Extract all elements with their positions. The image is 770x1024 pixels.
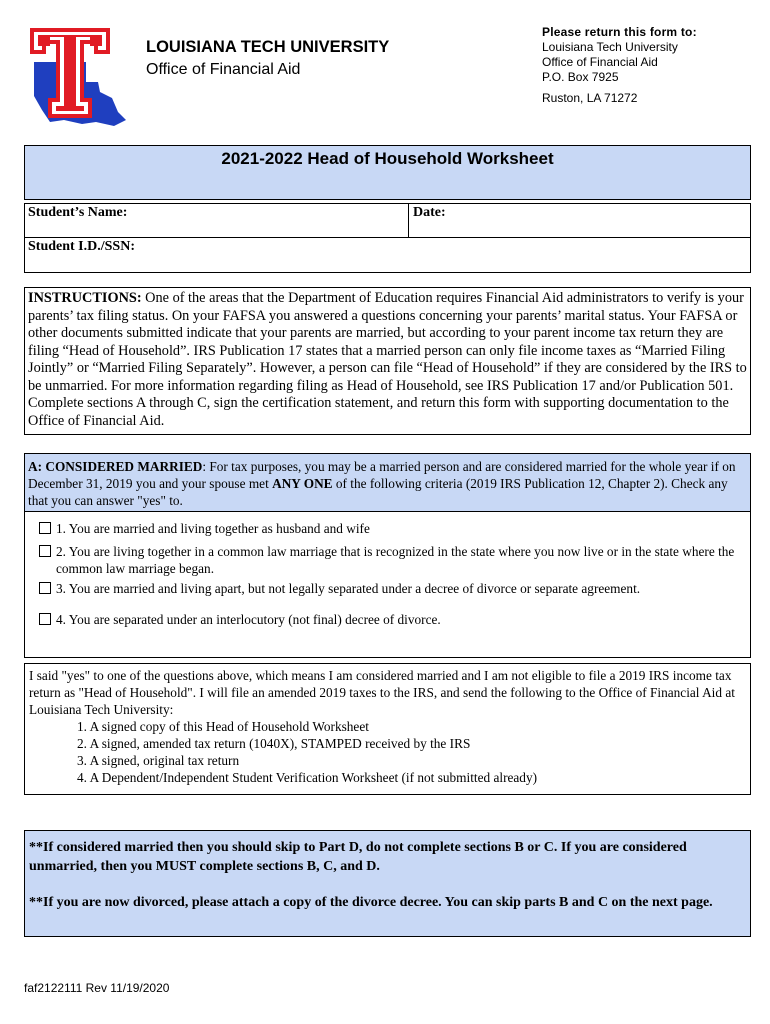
checkbox-criterion-2[interactable] <box>39 545 51 557</box>
address-line: Office of Financial Aid <box>542 55 658 69</box>
section-a-text: : For tax purposes, you may be a married person and are considered married for the whole year if on December 31, 2019 you and your spouse met <box>28 459 736 491</box>
student-info-table <box>24 203 751 273</box>
checkbox-criterion-3[interactable] <box>39 582 51 594</box>
list-item: 4. A Dependent/Independent Student Verification Worksheet (if not submitted already) <box>77 770 538 785</box>
title-banner <box>24 145 751 200</box>
criterion-4 <box>39 611 746 628</box>
date-field[interactable] <box>457 205 745 233</box>
section-a-title: A: CONSIDERED MARRIED <box>28 459 203 474</box>
criterion-text: 4. You are separated under an interlocutory (not final) decree of divorce. <box>56 612 441 627</box>
student-id-field[interactable] <box>161 240 741 270</box>
return-address <box>542 25 697 106</box>
page-title: 2021-2022 Head of Household Worksheet <box>221 149 554 168</box>
list-item: 1. A signed copy of this Head of Household Worksheet <box>77 719 369 734</box>
address-line: Ruston, LA 71272 <box>542 91 638 105</box>
section-a-text: of the following criteria (2019 IRS Publication 12, Chapter 2). Check any that you can answer "yes" to. <box>28 476 728 508</box>
note-divorced: **If you are now divorced, please attach a copy of the divorce decree. You can skip parts B and C on the next page. <box>29 895 713 910</box>
statement-text: I said "yes" to one of the questions above, which means I am considered married and I am not eligible to file a 2019 IRS income tax return as "Head of Household". I will file an amended 2019 taxes to the IRS, and send the following to the Office of Financial Aid at Louisiana Tech University: <box>29 668 735 717</box>
address-line: Louisiana Tech University <box>542 40 678 54</box>
form-revision: faf2122111 Rev 11/19/2020 <box>24 981 170 995</box>
note-married: **If considered married then you should skip to Part D, do not complete sections B or C. If you are considered unmarried, then you MUST complete sections B, C, and D. <box>29 840 687 874</box>
instructions-lead: INSTRUCTIONS: <box>28 290 142 306</box>
criterion-text: 1. You are married and living together as husband and wife <box>56 521 370 536</box>
student-id-label: Student I.D./SSN: <box>28 239 135 254</box>
criterion-2 <box>39 543 746 577</box>
list-item: 3. A signed, original tax return <box>77 753 240 768</box>
section-a <box>24 453 751 658</box>
instructions-box <box>24 287 751 435</box>
date-label: Date: <box>413 205 446 220</box>
student-name-label: Student’s Name: <box>28 205 128 220</box>
section-a-emphasis: ANY ONE <box>272 476 333 491</box>
criterion-text: 3. You are married and living apart, but not legally separated under a decree of divorce or separate agreement. <box>56 581 641 596</box>
criterion-3 <box>39 580 746 597</box>
louisiana-tech-logo-icon <box>24 26 130 128</box>
checkbox-criterion-1[interactable] <box>39 522 51 534</box>
notes-box <box>24 830 751 937</box>
list-item: 2. A signed, amended tax return (1040X), STAMPED received by the IRS <box>77 736 471 751</box>
criterion-1 <box>39 520 746 537</box>
address-line: P.O. Box 7925 <box>542 70 619 84</box>
divider <box>25 237 750 238</box>
required-documents-list <box>29 718 746 786</box>
return-heading: Please return this form to: <box>542 25 697 39</box>
checkbox-criterion-4[interactable] <box>39 613 51 625</box>
criterion-text: 2. You are living together in a common law marriage that is recognized in the state where you now live or in the state where the common law marriage began. <box>56 544 735 576</box>
student-name-field[interactable] <box>141 205 401 233</box>
divider <box>408 204 409 237</box>
office-name: Office of Financial Aid <box>146 61 301 78</box>
university-name: LOUISIANA TECH UNIVERSITY <box>146 38 390 56</box>
instructions-text: One of the areas that the Department of Education requires Financial Aid administrators to verify is your parents’ tax filing status. On your FAFSA you answered a questions concerning your parents’ marital status. Your FAFSA or other documents submitted indicate that your parents are married, but according to your parent income tax return they are filing “Head of Household”. IRS Publication 17 states that a married person can only file income taxes as “Married Filing Jointly” or “Married Filing Separately”. However, a person can file “Head of Household” if they are considered by the IRS to be unmarried. For more information regarding filing as Head of Household, see IRS Publication 17 and/or Publication 501. Complete sections A through C, sign the certification statement, and return this form with supporting documentation to the Office of Financial Aid. <box>28 290 747 429</box>
section-a-heading <box>25 454 750 512</box>
considered-married-statement <box>24 663 751 795</box>
